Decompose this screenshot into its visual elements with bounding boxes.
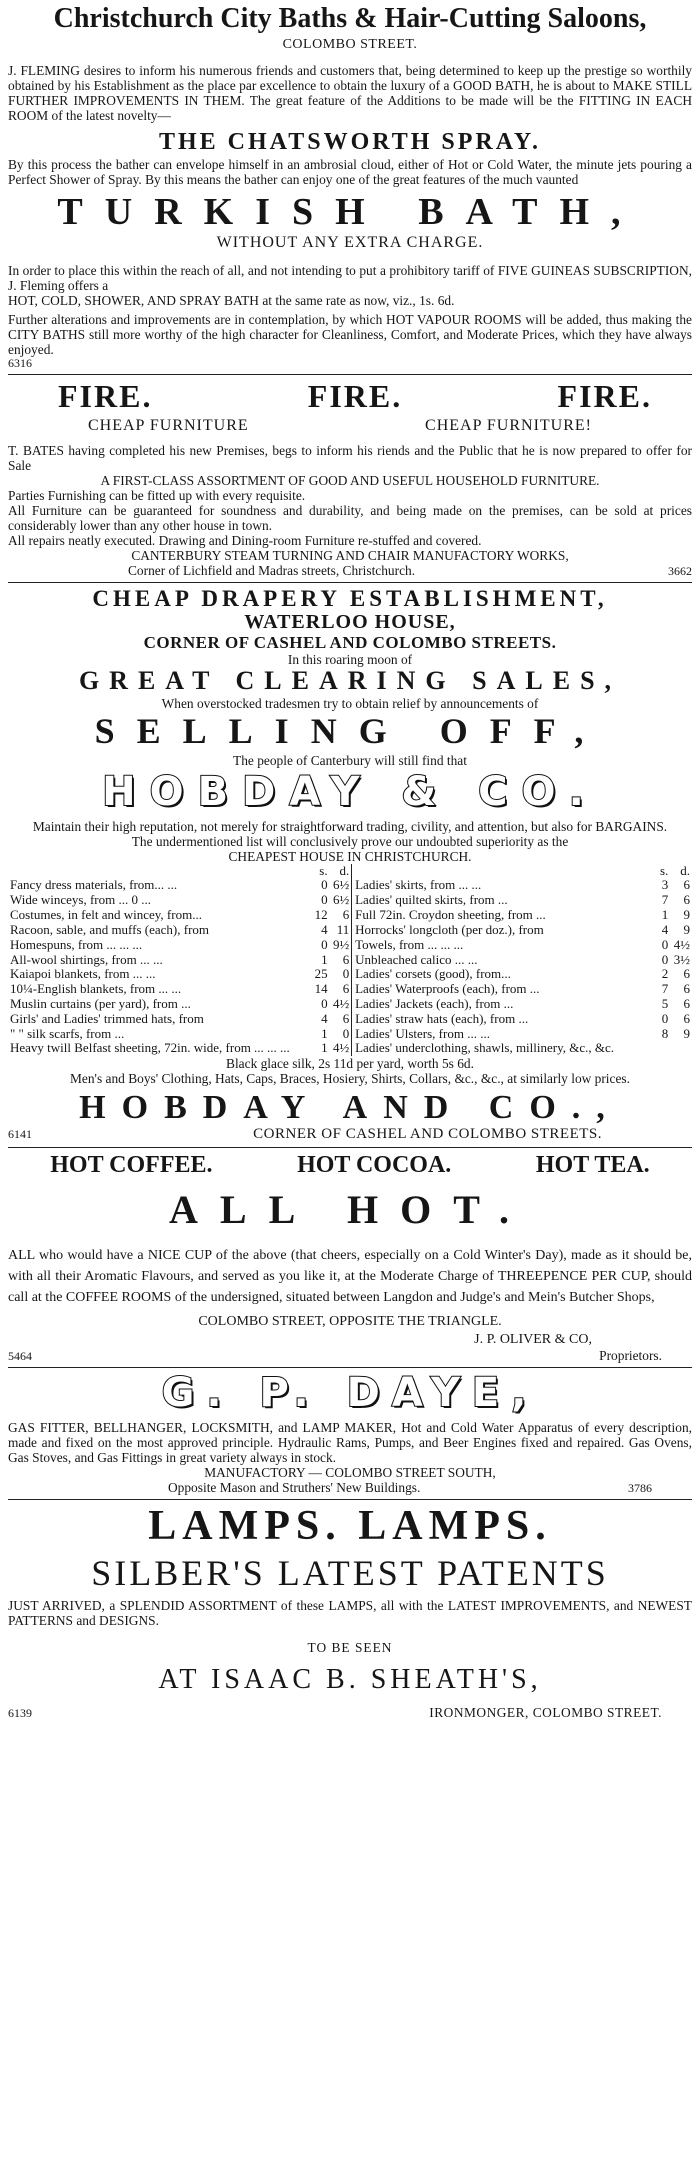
- coffee-proprietors-label: Proprietors.: [599, 1347, 662, 1363]
- lamps-body: JUST ARRIVED, a SPLENDID ASSORTMENT of these LAMPS, all with the LATEST IMPROVEMENTS, and NEWEST PATTERNS and DESIGNS.: [8, 1598, 692, 1629]
- price-shillings-left: 4: [321, 1010, 328, 1026]
- price-shillings-right: 5: [661, 995, 669, 1011]
- price-item-right: Towels, from ... ... ...: [355, 936, 464, 952]
- coffee-proprietor-name: J. P. OLIVER & CO,: [474, 1332, 592, 1348]
- fire-heading-2: FIRE.: [307, 377, 403, 414]
- price-pence-left: 11: [336, 921, 350, 937]
- coffee-advertisement: [8, 1151, 692, 1364]
- price-item-left: Wide winceys, from ... 0 ...: [10, 892, 152, 908]
- price-item-right: Ladies' Ulsters, from ... ...: [355, 1025, 490, 1041]
- price-shillings-right: 7: [661, 892, 669, 908]
- table-row: [8, 997, 692, 1012]
- price-item-left: 10¼-English blankets, from ... ...: [10, 981, 182, 997]
- price-shillings-right: 0: [661, 1010, 669, 1026]
- bates-offer: A FIRST-CLASS ASSORTMENT OF GOOD AND USEFUL HOUSEHOLD FURNITURE.: [100, 472, 600, 488]
- baths-tariff-text: In order to place this within the reach of all, and not intending to put a prohibitory tariff of FIVE GUINEAS SUBSCRIPTION, J. Fleming offers a: [8, 262, 692, 293]
- price-pence-left: 0: [342, 1025, 350, 1041]
- coffee-body: ALL who would have a NICE CUP of the above (that cheers, especially on a Cold Winter's Day), made as it should be, with all their Aromatic Flavours, and served as you like it, at the Moderate Charge of THREEPENCE PER CUP, should call at the COFFEE ROOMS of the undersigned, situated between Langdon and Judge's and Mein's Butcher Shops,: [8, 1248, 692, 1306]
- price-shillings-left: 14: [314, 981, 328, 997]
- col-shillings-left: s.: [319, 862, 328, 878]
- coffee-address: COLOMBO STREET, OPPOSITE THE TRIANGLE.: [198, 1314, 502, 1330]
- price-pence-right: 9: [683, 1025, 690, 1041]
- col-pence-left: d.: [339, 862, 350, 878]
- divider: [8, 1147, 692, 1148]
- price-list-table: [8, 864, 692, 1057]
- table-row: [8, 908, 692, 923]
- baths-improvements-text: Further alterations and improvements are in contemplation, by which HOT VAPOUR ROOMS will be added, thus making the CITY BATHS still more worthy of the high character for Cleanliness, Comfort, and Moderate Prices, which they have always enjoyed.: [8, 311, 692, 357]
- turkish-bath-subheading: WITHOUT ANY EXTRA CHARGE.: [216, 234, 484, 252]
- price-shillings-left: 1: [321, 1040, 328, 1056]
- price-item-left: Kaiapoi blankets, from ... ...: [10, 966, 156, 982]
- hobday-footer-heading: HOBDAY AND CO.,: [79, 1089, 621, 1127]
- divider: [8, 1367, 692, 1368]
- table-row: [8, 938, 692, 953]
- price-shillings-right: 3: [661, 877, 669, 893]
- price-item-right: Ladies' skirts, from ... ...: [355, 877, 482, 893]
- roaring-moon-text: In this roaring moon of: [287, 652, 413, 668]
- price-pence-right: 6: [683, 1010, 690, 1026]
- price-pence-left: 0: [342, 966, 350, 982]
- spray-text: By this process the bather can envelope himself in an ambrosial cloud, either of Hot or Cold Water, the minute jets pouring a Perfect Shower of Spray. By this means the bather can enjoy one of the great features of the much vaunted: [8, 157, 692, 188]
- turkish-bath-heading: TURKISH BATH,: [57, 191, 643, 234]
- price-pence-left: 9½: [333, 936, 350, 952]
- ironmonger-text: IRONMONGER, COLOMBO STREET.: [429, 1704, 662, 1720]
- price-item-left: Racoon, sable, and muffs (each), from: [10, 921, 210, 937]
- price-pence-left: 6½: [333, 892, 350, 908]
- price-item-left: Heavy twill Belfast sheeting, 72in. wide, from ... ... ...: [10, 1040, 290, 1056]
- baths-subtitle: COLOMBO STREET.: [282, 37, 418, 53]
- baths-advertisement: [8, 4, 692, 370]
- price-item-right: Full 72in. Croydon sheeting, from ...: [355, 907, 546, 923]
- people-text: The people of Canterbury will still find that: [233, 752, 467, 768]
- price-shillings-left: 0: [321, 936, 328, 952]
- price-pence-right: 3½: [673, 951, 690, 967]
- price-pence-left: 6½: [333, 877, 350, 893]
- drapery-footer-corner: CORNER OF CASHEL AND COLOMBO STREETS.: [253, 1125, 602, 1142]
- hot-cocoa: HOT COCOA.: [297, 1151, 452, 1178]
- price-item-left: " " silk scarfs, from ...: [10, 1025, 125, 1041]
- bates-line-repairs: All repairs neatly executed. Drawing and Dining-room Furniture re-stuffed and covered.: [8, 532, 482, 548]
- price-shillings-right: 0: [661, 951, 669, 967]
- price-pence-left: 4½: [333, 995, 350, 1011]
- price-shillings-right: 7: [661, 981, 669, 997]
- cheap-furniture-right: CHEAP FURNITURE!: [425, 416, 592, 434]
- col-pence-right: d.: [680, 862, 690, 878]
- mens-clothing-text: Men's and Boys' Clothing, Hats, Caps, Braces, Hosiery, Shirts, Collars, &c., &c., at similarly low prices.: [70, 1071, 630, 1087]
- price-item-right: Unbleached calico ... ...: [355, 951, 478, 967]
- price-pence-left: 6: [342, 981, 350, 997]
- lamps-heading: LAMPS. LAMPS.: [148, 1503, 552, 1550]
- table-row: [8, 1041, 692, 1056]
- price-item-right: Ladies' corsets (good), from...: [355, 966, 511, 982]
- hobday-logo: HOBDAY & CO.: [102, 768, 598, 815]
- price-pence-right: 9: [683, 921, 690, 937]
- price-shillings-right: 0: [661, 936, 669, 952]
- cheap-furniture-left: CHEAP FURNITURE: [88, 416, 249, 434]
- daye-logo: G. P. DAYE,: [161, 1370, 539, 1417]
- chatsworth-spray-heading: THE CHATSWORTH SPRAY.: [158, 129, 542, 156]
- coffee-ref-number: 5464: [8, 1348, 32, 1363]
- to-be-seen: TO BE SEEN: [307, 1640, 393, 1656]
- price-shillings-right: 4: [661, 921, 669, 937]
- bates-line-furnishing: Parties Furnishing can be fitted up with every requisite.: [8, 487, 306, 503]
- baths-rate-text: HOT, COLD, SHOWER, AND SPRAY BATH at the same rate as now, viz., 1s. 6d.: [8, 292, 455, 308]
- daye-opposite: Opposite Mason and Struthers' New Buildings.: [168, 1480, 421, 1496]
- price-item-right: Ladies' Jackets (each), from ...: [355, 995, 514, 1011]
- col-shillings-right: s.: [659, 862, 669, 878]
- price-pence-left: 6: [342, 1010, 350, 1026]
- divider: [8, 582, 692, 583]
- price-pence-right: 6: [683, 877, 690, 893]
- drapery-title: CHEAP DRAPERY ESTABLISHMENT,: [92, 586, 608, 612]
- price-pence-right: 9: [683, 907, 690, 923]
- price-shillings-right: [650, 1041, 670, 1056]
- daye-ref-number: 3786: [628, 1481, 652, 1496]
- price-pence-left: 6: [342, 907, 350, 923]
- baths-title: Christchurch City Baths & Hair-Cutting Saloons,: [53, 3, 647, 34]
- lamps-ref-number: 6139: [8, 1705, 32, 1720]
- price-shillings-left: 25: [314, 966, 328, 982]
- price-pence-right: 6: [683, 966, 690, 982]
- price-item-left: Fancy dress materials, from... ...: [10, 877, 178, 893]
- table-row: [8, 1012, 692, 1027]
- price-shillings-right: 2: [661, 966, 669, 982]
- sheaths-heading: AT ISAAC B. SHEATH'S,: [158, 1664, 542, 1696]
- table-row: [8, 982, 692, 997]
- price-pence-right: 6: [683, 981, 690, 997]
- waterloo-house: WATERLOO HOUSE,: [244, 611, 456, 634]
- price-shillings-left: 1: [321, 951, 328, 967]
- daye-manufactory: MANUFACTORY — COLOMBO STREET SOUTH,: [204, 1465, 496, 1481]
- divider: [8, 1499, 692, 1500]
- bates-works: CANTERBURY STEAM TURNING AND CHAIR MANUFACTORY WORKS,: [131, 547, 569, 563]
- table-row: [8, 953, 692, 968]
- price-shillings-left: 1: [321, 1025, 328, 1041]
- hot-tea: HOT TEA.: [535, 1151, 650, 1178]
- cheapest-house: CHEAPEST HOUSE IN CHRISTCHURCH.: [228, 848, 472, 864]
- price-pence-right: 4½: [673, 936, 690, 952]
- price-pence-left: 4½: [333, 1040, 350, 1056]
- price-pence-right: 6: [683, 892, 690, 908]
- price-pence-right: [670, 1041, 692, 1056]
- table-row: [8, 923, 692, 938]
- table-row: [8, 878, 692, 893]
- price-item-right: Horrocks' longcloth (per doz.), from: [355, 921, 544, 937]
- table-row: [8, 1027, 692, 1042]
- fire-advertisement: [8, 378, 692, 578]
- price-shillings-left: 0: [321, 892, 328, 908]
- drapery-corner: CORNER OF CASHEL AND COLOMBO STREETS.: [143, 633, 557, 653]
- price-item-left: All-wool shirtings, from ... ...: [10, 951, 163, 967]
- price-shillings-right: 1: [661, 907, 669, 923]
- price-item-left: Muslin curtains (per yard), from ...: [10, 995, 191, 1011]
- fire-heading-1: FIRE.: [58, 377, 153, 414]
- price-item-right: Ladies' underclothing, shawls, millinery, &c., &c.: [355, 1040, 615, 1056]
- price-pence-left: 6: [342, 951, 350, 967]
- fire-ref-number: 3662: [668, 563, 692, 578]
- price-item-right: Ladies' straw hats (each), from ...: [355, 1010, 529, 1026]
- price-shillings-right: 8: [661, 1025, 669, 1041]
- price-shillings-left: 0: [321, 877, 328, 893]
- baths-ref-number: 6316: [8, 355, 32, 370]
- glace-silk-text: Black glace silk, 2s 11d per yard, worth 5s 6d.: [226, 1056, 474, 1072]
- fire-heading-3: FIRE.: [557, 377, 652, 414]
- price-item-left: Girls' and Ladies' trimmed hats, from: [10, 1010, 204, 1026]
- hot-coffee: HOT COFFEE.: [50, 1151, 213, 1178]
- bates-intro: T. BATES having completed his new Premises, begs to inform his riends and the Public that he is now prepared to offer for Sale: [8, 442, 692, 473]
- silbers-patents-heading: SILBER'S LATEST PATENTS: [91, 1552, 609, 1593]
- lamps-advertisement: [8, 1504, 692, 1720]
- selling-off-heading: SELLING OFF,: [94, 711, 606, 752]
- daye-advertisement: [8, 1371, 692, 1495]
- bates-line-guarantee: All Furniture can be guaranteed for soundness and durability, and being made on the premises, can be sold at prices considerably lower than any other house in town.: [8, 502, 692, 533]
- drapery-advertisement: [8, 586, 692, 1143]
- price-shillings-left: 12: [314, 907, 328, 923]
- table-row: [8, 893, 692, 908]
- daye-body: GAS FITTER, BELLHANGER, LOCKSMITH, and LAMP MAKER, Hot and Cold Water Apparatus of every description, made and fixed on the most approved principle. Hydraulic Rams, Pumps, and Beer Engines fixed and repaired. Gas Ovens, Gas Stoves, and Gas Fittings in great variety always in stock.: [8, 1420, 692, 1466]
- all-hot-heading: ALL HOT.: [169, 1187, 531, 1233]
- price-item-left: Homespuns, from ... ... ...: [10, 936, 143, 952]
- price-item-left: Costumes, in felt and wincey, from...: [10, 907, 202, 923]
- divider: [8, 374, 692, 375]
- price-item-right: Ladies' quilted skirts, from ...: [355, 892, 508, 908]
- price-item-right: Ladies' Waterproofs (each), from ...: [355, 981, 540, 997]
- bates-address: Corner of Lichfield and Madras streets, Christchurch.: [128, 562, 416, 578]
- price-shillings-left: 4: [321, 921, 328, 937]
- baths-intro: J. FLEMING desires to inform his numerous friends and customers that, being determined to keep up the prestige so worthily obtained by his Establishment as the place par excellence to obtain the luxury of a GOOD BATH, he is about to MAKE STILL FURTHER IMPROVEMENTS IN THEM. The great feature of the Additions to be made will be the FITTING IN EACH ROOM of the latest novelty—: [8, 63, 692, 124]
- overstocked-text: When overstocked tradesmen try to obtain relief by announcements of: [161, 696, 539, 712]
- maintain-text: Maintain their high reputation, not merely for straightforward trading, civility, and attention, but also for BARGAINS.: [32, 818, 668, 834]
- table-row: [8, 967, 692, 982]
- drapery-ref-number: 6141: [8, 1126, 32, 1141]
- price-shillings-left: 0: [321, 995, 328, 1011]
- clearing-sales-heading: GREAT CLEARING SALES,: [78, 666, 622, 696]
- list-intro: The undermentioned list will conclusively prove our undoubted superiority as the: [131, 833, 569, 849]
- price-pence-right: 6: [683, 995, 690, 1011]
